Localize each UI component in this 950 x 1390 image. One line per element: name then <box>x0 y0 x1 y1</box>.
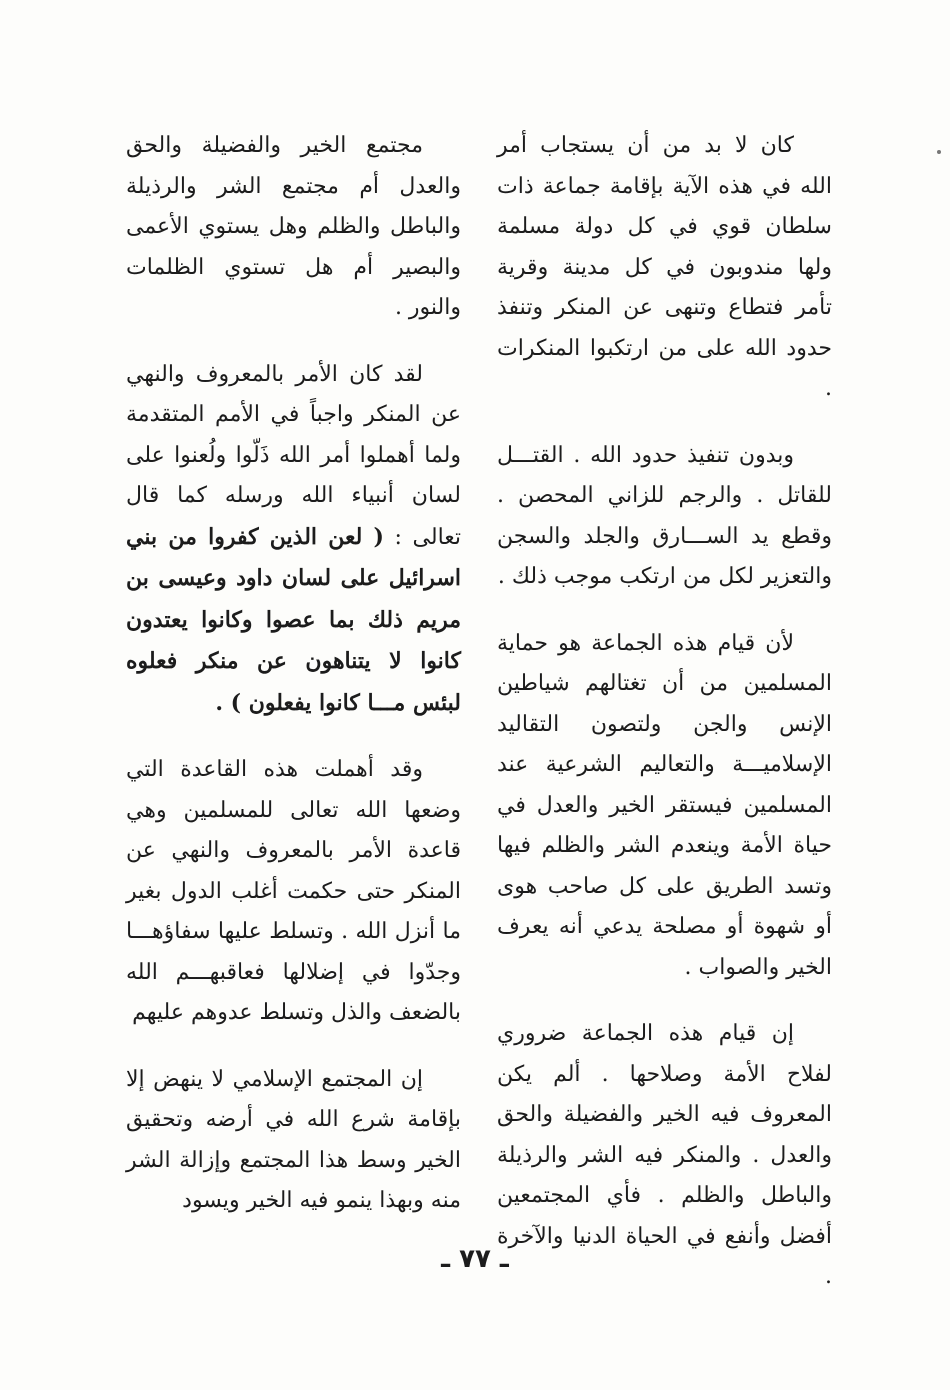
paragraph: وبدون تنفيذ حدود الله . القتـــل للقاتل . والرجم للزاني المحصن . وقطع يد الســـارق والجلد والسجن والتعزير لكل من ارتكب موجب ذلك . <box>497 442 832 589</box>
paragraph: كان لا بد من أن يستجاب أمر الله في هذه الآية بإقامة جماعة ذات سلطان قوي في كل دولة مسلمة ولها مندوبون في كل مدينة وقرية تأمر فتطاع وتنهى عن المنكر وتنفذ حدود الله على من ارتكبوا المنكرات . <box>497 133 832 401</box>
paragraph-intro: لقد كان الأمر بالمعروف والنهي عن المنكر واجباً في الأمم المتقدمة ولما أهملوا أمر الله ذَلّوا ولُعنوا على لسان أنبياء الله ورسله كما قال تعالى : <box>126 361 462 550</box>
paragraph: وقد أهملت هذه القاعدة التي وضعها الله تعالى للمسلمين وهي قاعدة الأمر بالمعروف والنهي عن المنكر حتى حكمت أغلب الدول بغير ما أنزل الله . وتسلط عليها سفاؤهـــا وجدّوا في إضلالها فعاقبهـــم الله بالضعف والذل وتسلط عدوهم عليهم <box>126 757 461 1025</box>
paragraph: لأن قيام هذه الجماعة هو حماية المسلمين من أن تغتالهم شياطين الإنس والجن ولتصون التقاليد الإسلاميـــة والتعاليم الشرعية عند المسلمين فيستقر الخير والعدل في حياة الأمة وينعدم الشر والظلم فيها وتسد الطريق على كل صاحب هوى أو شهوة أو مصلحة يدعي أنه يعرف الخير والصواب . <box>497 630 832 980</box>
scan-speck <box>937 150 941 154</box>
paragraph: مجتمع الخير والفضيلة والحق والعدل أم مجتمع الشر والرذيلة والباطل والظلم وهل يستوي الأعمى والبصير أم هل تستوي الظلمات والنور . <box>126 133 461 320</box>
left-text-column <box>126 126 461 1248</box>
right-text-column <box>497 126 832 1324</box>
paragraph: إن المجتمع الإسلامي لا ينهض إلا بإقامة شرع الله في أرضه وتحقيق الخير وسط هذا المجتمع وإزالة الشر منه وبهذا ينمو فيه الخير ويسود <box>126 1066 461 1213</box>
paragraph-with-verse <box>126 355 461 725</box>
page-number: ـ ٧٧ ـ <box>441 1244 509 1274</box>
paragraph: إن قيام هذه الجماعة ضروري لفلاح الأمة وصلاحها . ألم يكن المعروف فيه الخير والفضيلة والحق والعدل . والمنكر فيه الشر والرذيلة والباطل والظلم . فأي المجتمعين أفضل وأنفع في الحياة الدنيا والآخرة . <box>497 1021 832 1289</box>
quran-verse: ( لعن الذين كفروا من بني اسرائيل على لسان داود وعيسى بن مريم ذلك بما عصوا وكانوا يعتدون كانوا لا يتناهون عن منكر فعلوه لبئس مـــا كانوا يفعلون ) . <box>126 523 461 716</box>
